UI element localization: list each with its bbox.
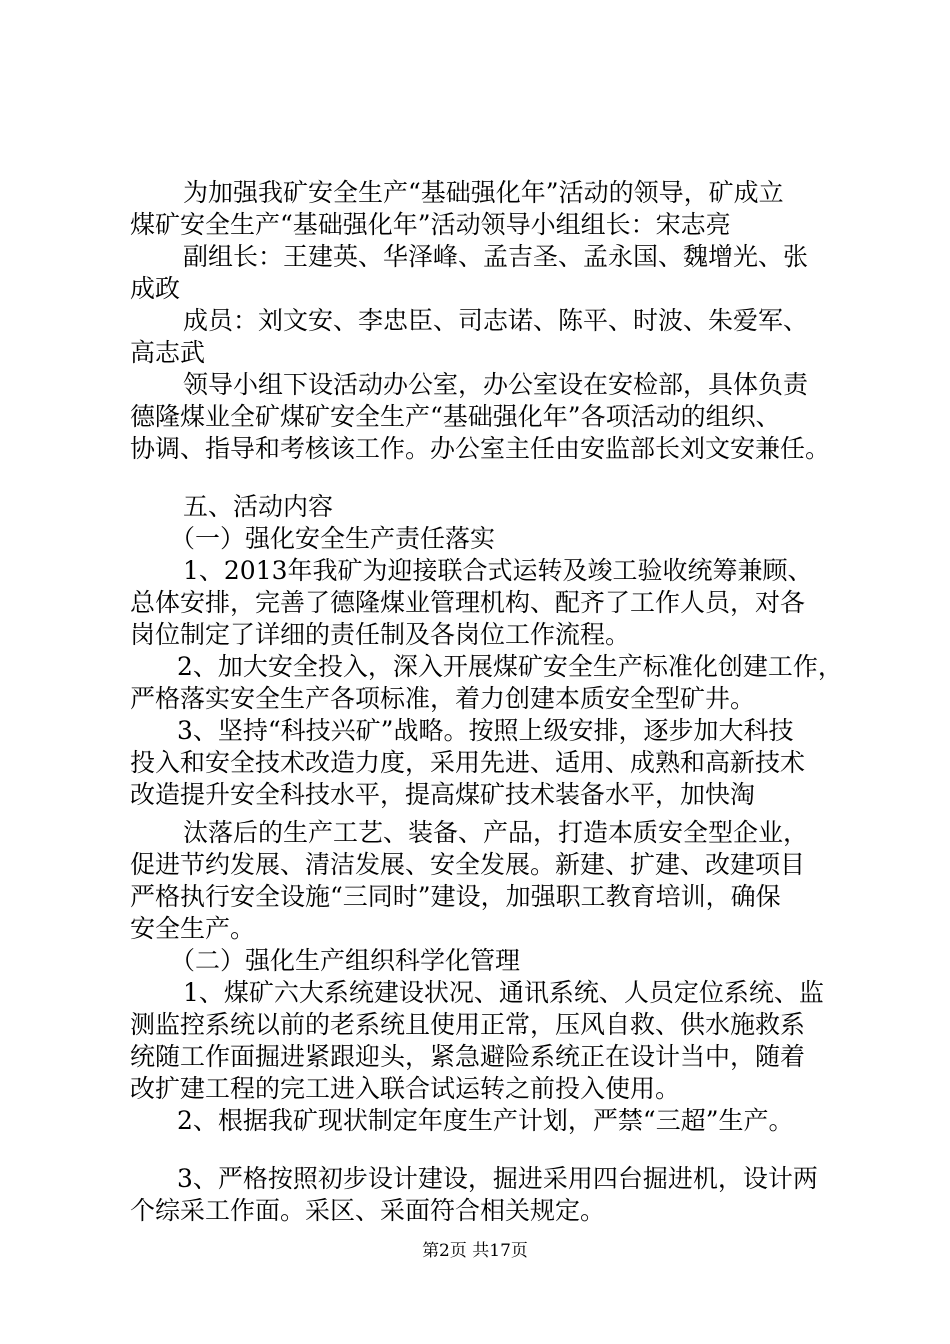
paragraph-line: 为加强我矿安全生产“基础强化年”活动的领导，矿成立: [183, 178, 784, 207]
paragraph-line: 2、加大安全投入，深入开展煤矿安全生产标准化创建工作，: [177, 652, 843, 681]
paragraph-line: 安全生产。: [130, 914, 256, 943]
paragraph-line: 1、2013年我矿为迎接联合式运转及竣工验收统筹兼顾、: [183, 556, 813, 585]
paragraph-line: 促进节约发展、清洁发展、安全发展。新建、扩建、改建项目: [130, 850, 806, 879]
paragraph-line: 严格执行安全设施“三同时”建设，加强职工教育培训，确保: [130, 882, 781, 911]
paragraph-line: 统随工作面掘进紧跟迎头，紧急避险系统正在设计当中，随着: [130, 1042, 806, 1071]
paragraph-line: 3、坚持“科技兴矿”战略。按照上级安排，逐步加大科技: [177, 716, 794, 745]
paragraph-line: 煤矿安全生产“基础强化年”活动领导小组组长：宋志亮: [130, 210, 731, 239]
paragraph-line: 协调、指导和考核该工作。办公室主任由安监部长刘文安兼任。: [130, 434, 831, 463]
paragraph-line: 个综采工作面。采区、采面符合相关规定。: [130, 1196, 606, 1225]
paragraph-line: 改扩建工程的完工进入联合试运转之前投入使用。: [130, 1074, 681, 1103]
section-heading: 五、活动内容: [183, 492, 334, 521]
paragraph-line: 德隆煤业全矿煤矿安全生产“基础强化年”各项活动的组织、: [130, 402, 781, 431]
paragraph-line: 成政: [130, 274, 181, 303]
paragraph-line: 严格落实安全生产各项标准，着力创建本质安全型矿井。: [130, 684, 756, 713]
paragraph-line: 副组长：王建英、华泽峰、孟吉圣、孟永国、魏增光、张: [183, 242, 809, 271]
page-footer: 第2页 共17页: [422, 1241, 528, 1261]
paragraph-line: 领导小组下设活动办公室，办公室设在安检部，具体负责: [183, 370, 809, 399]
paragraph-line: 1、煤矿六大系统建设状况、通讯系统、人员定位系统、监: [183, 978, 824, 1007]
paragraph-line: 改造提升安全科技水平，提高煤矿技术装备水平，加快淘: [130, 780, 756, 809]
paragraph-line: 3、严格按照初步设计建设，掘进采用四台掘进机，设计两: [177, 1164, 818, 1193]
paragraph-line: 成员：刘文安、李忠臣、司志诺、陈平、时波、朱爱军、: [183, 306, 809, 335]
paragraph-line: 测监控系统以前的老系统且使用正常，压风自救、供水施救系: [130, 1010, 806, 1039]
paragraph-line: 2、根据我矿现状制定年度生产计划，严禁“三超”生产。: [177, 1106, 794, 1135]
subsection-heading: （二）强化生产组织科学化管理: [170, 946, 521, 975]
paragraph-line: 汰落后的生产工艺、装备、产品，打造本质安全型企业，: [183, 818, 809, 847]
paragraph-line: 高志武: [130, 338, 206, 367]
paragraph-line: 总体安排，完善了德隆煤业管理机构、配齐了工作人员，对各: [130, 588, 806, 617]
paragraph-line: 岗位制定了详细的责任制及各岗位工作流程。: [130, 620, 631, 649]
paragraph-line: 投入和安全技术改造力度，采用先进、适用、成熟和高新技术: [130, 748, 806, 777]
subsection-heading: （一）强化安全生产责任落实: [170, 524, 496, 553]
